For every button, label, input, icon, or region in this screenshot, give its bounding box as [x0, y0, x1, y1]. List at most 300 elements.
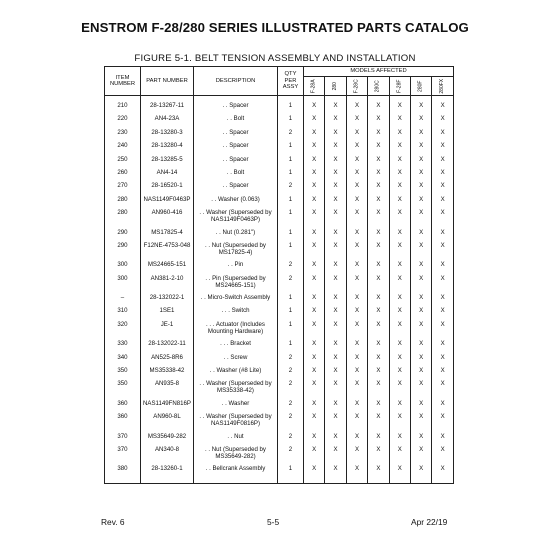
model-applicability-cell: X — [325, 156, 346, 169]
item-number-cell: 310 — [105, 307, 141, 320]
part-number-cell: AN381-2-10 — [141, 275, 194, 294]
model-applicability-cell: X — [346, 446, 367, 465]
description-cell: . . Spacer — [194, 142, 278, 155]
qty-cell: 1 — [278, 242, 304, 261]
model-applicability-cell: X — [346, 156, 367, 169]
model-applicability-cell: X — [410, 367, 431, 380]
part-number-cell: 28-13280-4 — [141, 142, 194, 155]
model-applicability-cell: X — [346, 354, 367, 367]
model-applicability-cell: X — [304, 261, 325, 274]
model-applicability-cell: X — [368, 400, 389, 413]
qty-cell: 2 — [278, 446, 304, 465]
table-row — [105, 367, 454, 380]
model-applicability-cell: X — [325, 380, 346, 399]
parts-table — [104, 66, 454, 484]
qty-cell: 2 — [278, 413, 304, 432]
model-applicability-cell: X — [346, 115, 367, 128]
table-row — [105, 129, 454, 142]
model-applicability-cell: X — [368, 275, 389, 294]
qty-cell: 1 — [278, 209, 304, 228]
model-applicability-cell: X — [432, 229, 454, 242]
model-applicability-cell: X — [410, 182, 431, 195]
description-cell: . . . Switch — [194, 307, 278, 320]
model-applicability-cell: X — [432, 261, 454, 274]
description-cell: . . Spacer — [194, 129, 278, 142]
model-applicability-cell: X — [432, 209, 454, 228]
model-applicability-cell: X — [325, 242, 346, 261]
model-applicability-cell: X — [432, 156, 454, 169]
model-applicability-cell: X — [368, 413, 389, 432]
model-applicability-cell: X — [368, 321, 389, 340]
model-header-280 — [325, 77, 346, 96]
model-applicability-cell: X — [389, 354, 410, 367]
description-cell: . . Spacer — [194, 182, 278, 195]
model-applicability-cell: X — [346, 413, 367, 432]
qty-cell: 1 — [278, 156, 304, 169]
model-applicability-cell: X — [304, 307, 325, 320]
qty-cell: 1 — [278, 294, 304, 307]
model-applicability-cell: X — [410, 102, 431, 115]
part-number-cell: NAS1149F0463P — [141, 196, 194, 209]
model-applicability-cell: X — [432, 433, 454, 446]
model-applicability-cell: X — [368, 340, 389, 353]
model-applicability-cell: X — [325, 142, 346, 155]
item-number-cell: 300 — [105, 275, 141, 294]
item-number-cell: 350 — [105, 367, 141, 380]
model-applicability-cell: X — [325, 446, 346, 465]
model-applicability-cell: X — [432, 294, 454, 307]
model-applicability-cell: X — [304, 465, 325, 478]
table-row — [105, 465, 454, 478]
model-applicability-cell: X — [432, 275, 454, 294]
model-label: F-28C — [353, 79, 360, 93]
model-applicability-cell: X — [410, 321, 431, 340]
item-number-cell: 340 — [105, 354, 141, 367]
item-number-cell: 230 — [105, 129, 141, 142]
description-cell: . . Washer (Superseded by NAS1149F0463P) — [194, 209, 278, 228]
model-applicability-cell: X — [304, 129, 325, 142]
item-number-cell: – — [105, 294, 141, 307]
model-applicability-cell: X — [389, 433, 410, 446]
model-applicability-cell: X — [410, 307, 431, 320]
description-cell: . . Washer (#8 Lite) — [194, 367, 278, 380]
model-applicability-cell: X — [410, 115, 431, 128]
item-number-cell: 350 — [105, 380, 141, 399]
table-row — [105, 275, 454, 294]
model-applicability-cell: X — [304, 340, 325, 353]
parts-table-body — [105, 96, 454, 484]
model-applicability-cell: X — [432, 307, 454, 320]
model-applicability-cell: X — [389, 294, 410, 307]
description-cell: . . Washer (Superseded by MS35338-42) — [194, 380, 278, 399]
qty-cell: 2 — [278, 354, 304, 367]
qty-cell: 2 — [278, 433, 304, 446]
model-applicability-cell: X — [368, 209, 389, 228]
table-row — [105, 340, 454, 353]
model-applicability-cell: X — [368, 433, 389, 446]
model-applicability-cell: X — [410, 142, 431, 155]
col-header-qty: QTY PER ASSY — [278, 67, 304, 96]
model-applicability-cell: X — [304, 321, 325, 340]
description-cell: . . Nut (0.281") — [194, 229, 278, 242]
model-applicability-cell: X — [410, 446, 431, 465]
model-applicability-cell: X — [410, 169, 431, 182]
model-applicability-cell: X — [432, 380, 454, 399]
model-applicability-cell: X — [368, 169, 389, 182]
model-applicability-cell: X — [325, 115, 346, 128]
model-applicability-cell: X — [325, 367, 346, 380]
model-applicability-cell: X — [410, 400, 431, 413]
model-applicability-cell: X — [368, 446, 389, 465]
description-cell: . . Spacer — [194, 102, 278, 115]
item-number-cell: 300 — [105, 261, 141, 274]
model-applicability-cell: X — [368, 156, 389, 169]
qty-cell: 2 — [278, 400, 304, 413]
model-applicability-cell: X — [432, 446, 454, 465]
model-applicability-cell: X — [389, 142, 410, 155]
description-cell: . . Washer (0.063) — [194, 196, 278, 209]
description-cell: . . Pin — [194, 261, 278, 274]
item-number-cell: 210 — [105, 102, 141, 115]
part-number-cell: JE-1 — [141, 321, 194, 340]
item-number-cell: 280 — [105, 209, 141, 228]
model-applicability-cell: X — [368, 242, 389, 261]
model-applicability-cell: X — [432, 129, 454, 142]
model-applicability-cell: X — [368, 367, 389, 380]
model-applicability-cell: X — [325, 129, 346, 142]
model-applicability-cell: X — [346, 229, 367, 242]
description-cell: . . . Actuator (Includes Mounting Hardware) — [194, 321, 278, 340]
model-applicability-cell: X — [304, 169, 325, 182]
model-applicability-cell: X — [410, 413, 431, 432]
model-applicability-cell: X — [389, 413, 410, 432]
model-applicability-cell: X — [432, 169, 454, 182]
model-header-f28c — [346, 77, 367, 96]
part-number-cell: 28-132022-1 — [141, 294, 194, 307]
model-applicability-cell: X — [325, 321, 346, 340]
part-number-cell: AN935-8 — [141, 380, 194, 399]
description-cell: . . Nut (Superseded by MS17825-4) — [194, 242, 278, 261]
model-applicability-cell: X — [432, 242, 454, 261]
model-applicability-cell: X — [410, 465, 431, 478]
item-number-cell: 240 — [105, 142, 141, 155]
part-number-cell: MS24665-151 — [141, 261, 194, 274]
table-row — [105, 294, 454, 307]
model-applicability-cell: X — [389, 321, 410, 340]
item-number-cell: 290 — [105, 242, 141, 261]
model-applicability-cell: X — [432, 182, 454, 195]
model-applicability-cell: X — [389, 169, 410, 182]
model-applicability-cell: X — [304, 354, 325, 367]
item-number-cell: 370 — [105, 433, 141, 446]
model-applicability-cell: X — [346, 294, 367, 307]
qty-cell: 1 — [278, 169, 304, 182]
model-applicability-cell: X — [410, 209, 431, 228]
model-applicability-cell: X — [304, 209, 325, 228]
item-number-cell: 220 — [105, 115, 141, 128]
part-number-cell: AN4-14 — [141, 169, 194, 182]
model-applicability-cell: X — [410, 275, 431, 294]
model-applicability-cell: X — [410, 242, 431, 261]
model-applicability-cell: X — [368, 261, 389, 274]
model-applicability-cell: X — [389, 446, 410, 465]
model-applicability-cell: X — [389, 115, 410, 128]
model-applicability-cell: X — [304, 156, 325, 169]
model-applicability-cell: X — [432, 102, 454, 115]
table-row — [105, 209, 454, 228]
model-applicability-cell: X — [346, 209, 367, 228]
footer-date: Apr 22/19 — [411, 517, 448, 527]
table-row — [105, 102, 454, 115]
table-row — [105, 261, 454, 274]
model-applicability-cell: X — [368, 307, 389, 320]
footer-revision: Rev. 6 — [101, 517, 125, 527]
model-applicability-cell: X — [325, 400, 346, 413]
model-applicability-cell: X — [304, 294, 325, 307]
qty-cell: 2 — [278, 129, 304, 142]
description-cell: . . Washer (Superseded by NAS1149F0816P) — [194, 413, 278, 432]
model-applicability-cell: X — [368, 196, 389, 209]
qty-cell: 2 — [278, 367, 304, 380]
item-number-cell: 260 — [105, 169, 141, 182]
model-applicability-cell: X — [346, 196, 367, 209]
table-row — [105, 242, 454, 261]
model-applicability-cell: X — [304, 433, 325, 446]
model-applicability-cell: X — [432, 321, 454, 340]
item-number-cell: 360 — [105, 413, 141, 432]
model-applicability-cell: X — [346, 340, 367, 353]
item-number-cell: 370 — [105, 446, 141, 465]
model-applicability-cell: X — [325, 465, 346, 478]
item-number-cell: 320 — [105, 321, 141, 340]
qty-cell: 2 — [278, 182, 304, 195]
model-applicability-cell: X — [410, 340, 431, 353]
qty-cell: 1 — [278, 229, 304, 242]
model-applicability-cell: X — [432, 413, 454, 432]
part-number-cell: 28-132022-11 — [141, 340, 194, 353]
model-label: 280C — [375, 80, 382, 92]
model-applicability-cell: X — [389, 156, 410, 169]
catalog-title: ENSTROM F-28/280 SERIES ILLUSTRATED PARTS CATALOG — [81, 20, 469, 35]
model-applicability-cell: X — [346, 129, 367, 142]
model-header-f28a — [304, 77, 325, 96]
model-applicability-cell: X — [432, 465, 454, 478]
model-applicability-cell: X — [410, 433, 431, 446]
model-header-280c — [368, 77, 389, 96]
model-applicability-cell: X — [346, 380, 367, 399]
qty-cell: 1 — [278, 102, 304, 115]
table-end-row — [105, 479, 454, 484]
col-header-models-affected: MODELS AFFECTED — [304, 67, 454, 77]
model-applicability-cell: X — [304, 102, 325, 115]
model-applicability-cell: X — [410, 229, 431, 242]
table-row — [105, 380, 454, 399]
model-applicability-cell: X — [410, 354, 431, 367]
item-number-cell: 270 — [105, 182, 141, 195]
model-applicability-cell: X — [325, 354, 346, 367]
part-number-cell: NAS1149FN816P — [141, 400, 194, 413]
col-header-part: PART NUMBER — [141, 67, 194, 96]
description-cell: . . Nut (Superseded by MS35649-282) — [194, 446, 278, 465]
model-applicability-cell: X — [389, 129, 410, 142]
model-applicability-cell: X — [368, 229, 389, 242]
qty-cell: 1 — [278, 142, 304, 155]
qty-cell: 2 — [278, 261, 304, 274]
table-row — [105, 446, 454, 465]
model-applicability-cell: X — [346, 169, 367, 182]
model-applicability-cell: X — [304, 229, 325, 242]
part-number-cell: AN960-416 — [141, 209, 194, 228]
model-applicability-cell: X — [325, 413, 346, 432]
model-applicability-cell: X — [325, 275, 346, 294]
model-applicability-cell: X — [346, 275, 367, 294]
qty-cell: 1 — [278, 307, 304, 320]
item-number-cell: 380 — [105, 465, 141, 478]
description-cell: . . Bolt — [194, 115, 278, 128]
model-applicability-cell: X — [389, 261, 410, 274]
model-applicability-cell: X — [368, 465, 389, 478]
model-applicability-cell: X — [432, 354, 454, 367]
model-applicability-cell: X — [389, 307, 410, 320]
description-cell: . . . Bracket — [194, 340, 278, 353]
model-applicability-cell: X — [325, 209, 346, 228]
table-row — [105, 354, 454, 367]
model-applicability-cell: X — [432, 196, 454, 209]
model-applicability-cell: X — [304, 400, 325, 413]
model-applicability-cell: X — [389, 229, 410, 242]
model-header-280fx — [432, 77, 454, 96]
model-applicability-cell: X — [389, 367, 410, 380]
model-applicability-cell: X — [346, 307, 367, 320]
model-applicability-cell: X — [432, 115, 454, 128]
model-applicability-cell: X — [346, 102, 367, 115]
item-number-cell: 250 — [105, 156, 141, 169]
table-row — [105, 156, 454, 169]
part-number-cell: 28-13260-1 — [141, 465, 194, 478]
description-cell: . . Bellcrank Assembly — [194, 465, 278, 478]
qty-cell: 2 — [278, 380, 304, 399]
model-applicability-cell: X — [368, 129, 389, 142]
model-applicability-cell: X — [432, 142, 454, 155]
part-number-cell: AN340-8 — [141, 446, 194, 465]
model-applicability-cell: X — [325, 433, 346, 446]
model-applicability-cell: X — [325, 340, 346, 353]
model-applicability-cell: X — [325, 182, 346, 195]
model-applicability-cell: X — [346, 261, 367, 274]
model-applicability-cell: X — [432, 340, 454, 353]
description-cell: . . Bolt — [194, 169, 278, 182]
part-number-cell: AN960-8L — [141, 413, 194, 432]
description-cell: . . Washer — [194, 400, 278, 413]
table-row — [105, 307, 454, 320]
model-applicability-cell: X — [368, 182, 389, 195]
table-row — [105, 142, 454, 155]
model-applicability-cell: X — [368, 102, 389, 115]
model-applicability-cell: X — [410, 261, 431, 274]
model-applicability-cell: X — [410, 156, 431, 169]
part-number-cell: 1SE1 — [141, 307, 194, 320]
item-number-cell: 330 — [105, 340, 141, 353]
part-number-cell: 28-16520-1 — [141, 182, 194, 195]
part-number-cell: AN525-8R6 — [141, 354, 194, 367]
description-cell: . . Spacer — [194, 156, 278, 169]
model-header-f28f — [389, 77, 410, 96]
figure-title: FIGURE 5-1. BELT TENSION ASSEMBLY AND INSTALLATION — [134, 53, 416, 64]
table-row — [105, 433, 454, 446]
model-applicability-cell: X — [346, 400, 367, 413]
model-applicability-cell: X — [389, 102, 410, 115]
description-cell: . . Pin (Superseded by MS24665-151) — [194, 275, 278, 294]
model-applicability-cell: X — [389, 465, 410, 478]
part-number-cell: 28-13285-5 — [141, 156, 194, 169]
description-cell: . . Screw — [194, 354, 278, 367]
part-number-cell: MS35338-42 — [141, 367, 194, 380]
model-applicability-cell: X — [304, 367, 325, 380]
col-header-item: ITEM NUMBER — [105, 67, 141, 96]
model-applicability-cell: X — [325, 102, 346, 115]
model-label: 280 — [332, 81, 339, 91]
model-label: 280F — [417, 80, 424, 92]
qty-cell: 1 — [278, 321, 304, 340]
model-applicability-cell: X — [325, 229, 346, 242]
model-applicability-cell: X — [304, 242, 325, 261]
model-applicability-cell: X — [304, 142, 325, 155]
table-row — [105, 321, 454, 340]
qty-cell: 1 — [278, 340, 304, 353]
model-applicability-cell: X — [325, 169, 346, 182]
item-number-cell: 360 — [105, 400, 141, 413]
table-row — [105, 413, 454, 432]
model-applicability-cell: X — [304, 115, 325, 128]
model-applicability-cell: X — [346, 321, 367, 340]
model-applicability-cell: X — [389, 275, 410, 294]
model-applicability-cell: X — [304, 380, 325, 399]
part-number-cell: AN4-23A — [141, 115, 194, 128]
model-applicability-cell: X — [346, 182, 367, 195]
model-applicability-cell: X — [304, 413, 325, 432]
model-applicability-cell: X — [346, 433, 367, 446]
model-applicability-cell: X — [325, 307, 346, 320]
model-applicability-cell: X — [410, 380, 431, 399]
model-applicability-cell: X — [389, 209, 410, 228]
model-applicability-cell: X — [432, 367, 454, 380]
qty-cell: 2 — [278, 275, 304, 294]
model-applicability-cell: X — [389, 380, 410, 399]
description-cell: . . Nut — [194, 433, 278, 446]
model-applicability-cell: X — [368, 142, 389, 155]
model-applicability-cell: X — [304, 196, 325, 209]
table-row — [105, 169, 454, 182]
part-number-cell: MS17825-4 — [141, 229, 194, 242]
model-applicability-cell: X — [410, 294, 431, 307]
table-row — [105, 182, 454, 195]
model-label: 280FX — [439, 78, 446, 94]
model-applicability-cell: X — [325, 294, 346, 307]
model-applicability-cell: X — [368, 115, 389, 128]
model-label: F-28F — [396, 79, 403, 93]
footer-page-number: 5-5 — [267, 517, 280, 527]
model-applicability-cell: X — [304, 275, 325, 294]
model-applicability-cell: X — [346, 142, 367, 155]
item-number-cell: 280 — [105, 196, 141, 209]
model-applicability-cell: X — [304, 182, 325, 195]
description-cell: . . Micro-Switch Assembly — [194, 294, 278, 307]
table-row — [105, 196, 454, 209]
model-applicability-cell: X — [432, 400, 454, 413]
table-row — [105, 400, 454, 413]
model-applicability-cell: X — [346, 242, 367, 261]
model-applicability-cell: X — [389, 400, 410, 413]
